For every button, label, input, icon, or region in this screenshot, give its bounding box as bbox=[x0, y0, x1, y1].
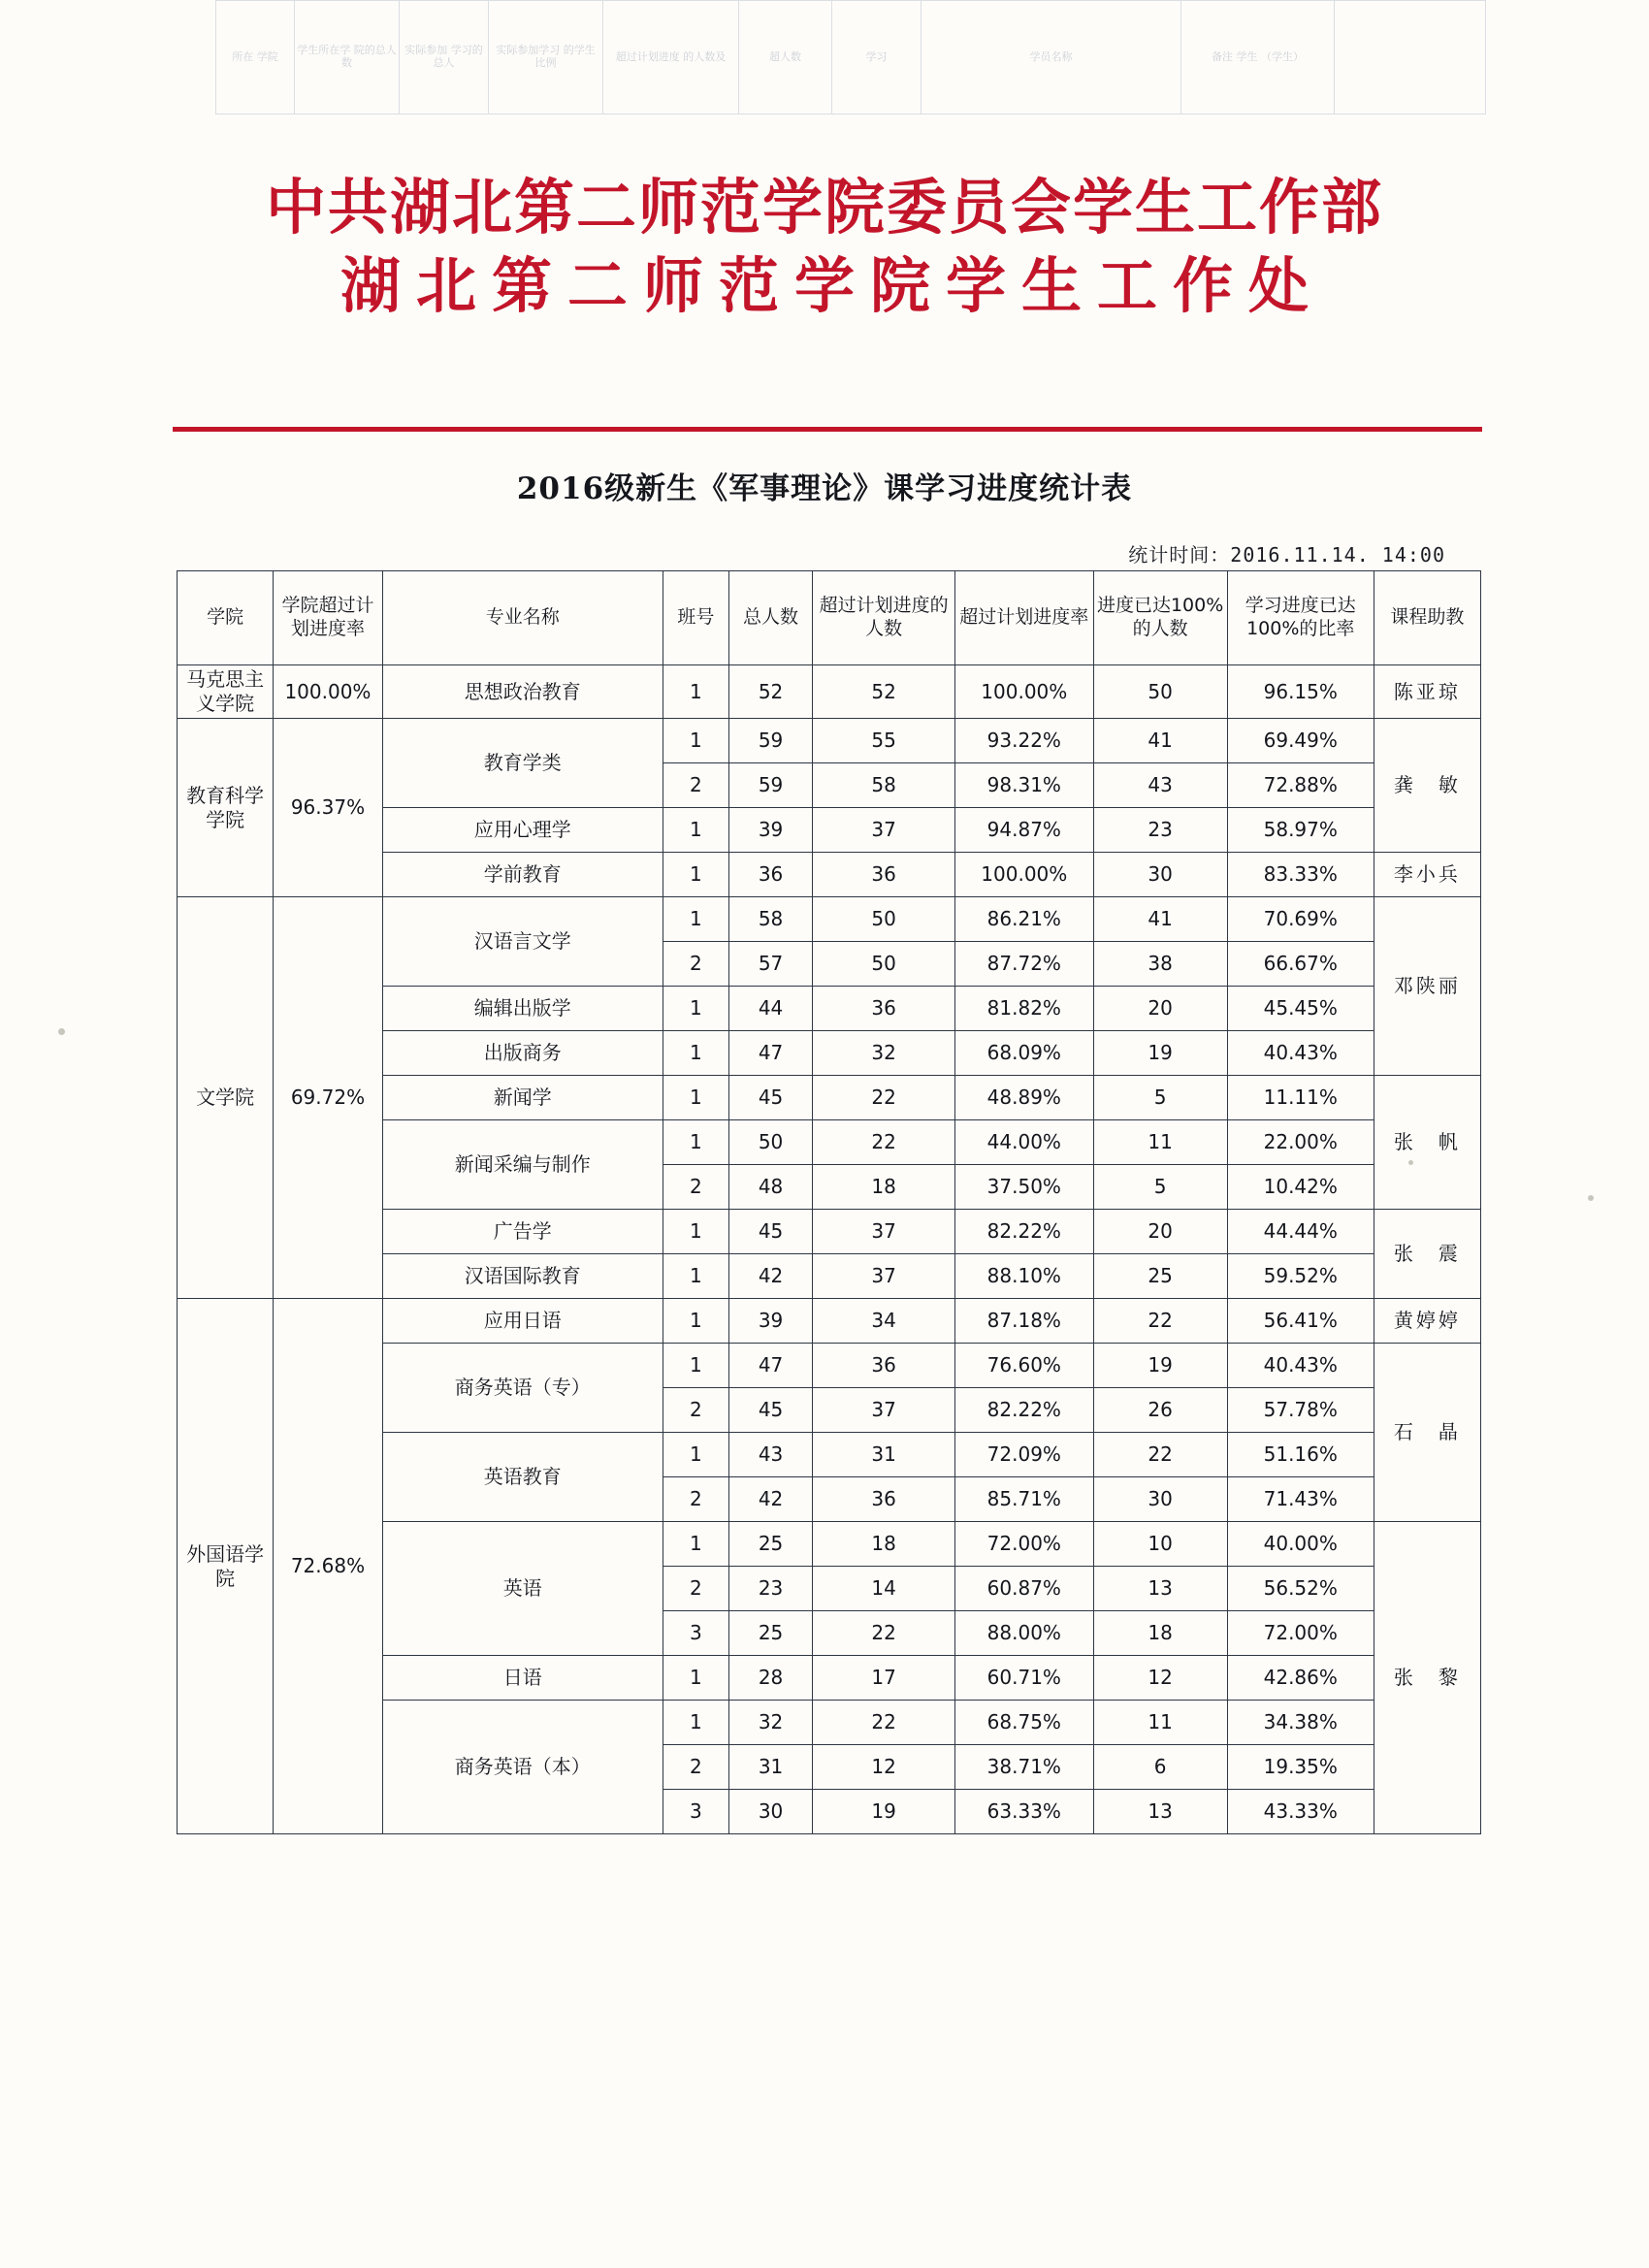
cell-ta: 黄婷婷 bbox=[1374, 1299, 1480, 1344]
cell-over: 22 bbox=[813, 1701, 955, 1745]
cell-done: 10 bbox=[1093, 1522, 1227, 1567]
cell-over: 52 bbox=[813, 665, 955, 719]
cell-done: 22 bbox=[1093, 1433, 1227, 1477]
col-header-over-count: 超过计划进度的人数 bbox=[813, 571, 955, 665]
cell-over: 36 bbox=[813, 987, 955, 1031]
cell-done: 13 bbox=[1093, 1567, 1227, 1611]
table-header-row bbox=[178, 571, 1481, 665]
cell-done: 11 bbox=[1093, 1701, 1227, 1745]
cell-class: 3 bbox=[663, 1611, 728, 1656]
cell-over_pct: 94.87% bbox=[955, 808, 1093, 853]
cell-class: 2 bbox=[663, 1567, 728, 1611]
cell-over_pct: 88.00% bbox=[955, 1611, 1093, 1656]
cell-class: 2 bbox=[663, 763, 728, 808]
cell-class: 1 bbox=[663, 1120, 728, 1165]
cell-done: 30 bbox=[1093, 1477, 1227, 1522]
cell-over_pct: 44.00% bbox=[955, 1120, 1093, 1165]
cell-total: 57 bbox=[728, 942, 812, 987]
table-row bbox=[178, 665, 1481, 719]
cell-over_pct: 72.00% bbox=[955, 1522, 1093, 1567]
cell-done: 18 bbox=[1093, 1611, 1227, 1656]
cell-done_pct: 66.67% bbox=[1227, 942, 1374, 987]
cell-done_pct: 43.33% bbox=[1227, 1790, 1374, 1834]
cell-done_pct: 11.11% bbox=[1227, 1076, 1374, 1120]
cell-total: 59 bbox=[728, 763, 812, 808]
cell-rate: 69.72% bbox=[274, 897, 382, 1299]
cell-done: 20 bbox=[1093, 1210, 1227, 1254]
cell-over_pct: 98.31% bbox=[955, 763, 1093, 808]
cell-class: 1 bbox=[663, 1522, 728, 1567]
cell-done_pct: 71.43% bbox=[1227, 1477, 1374, 1522]
cell-over: 31 bbox=[813, 1433, 955, 1477]
cell-class: 1 bbox=[663, 719, 728, 763]
cell-class: 1 bbox=[663, 1433, 728, 1477]
scan-speck bbox=[1408, 1160, 1413, 1165]
cell-college: 教育科学学院 bbox=[178, 719, 274, 897]
cell-class: 3 bbox=[663, 1790, 728, 1834]
cell-college: 马克思主义学院 bbox=[178, 665, 274, 719]
cell-over_pct: 63.33% bbox=[955, 1790, 1093, 1834]
cell-done: 30 bbox=[1093, 853, 1227, 897]
cell-major: 新闻采编与制作 bbox=[382, 1120, 663, 1210]
cell-total: 36 bbox=[728, 853, 812, 897]
cell-over_pct: 82.22% bbox=[955, 1388, 1093, 1433]
cell-done_pct: 57.78% bbox=[1227, 1388, 1374, 1433]
cell-over: 36 bbox=[813, 853, 955, 897]
cell-done: 5 bbox=[1093, 1165, 1227, 1210]
cell-rate: 72.68% bbox=[274, 1299, 382, 1834]
cell-ta: 龚 敏 bbox=[1374, 719, 1480, 853]
cell-done_pct: 10.42% bbox=[1227, 1165, 1374, 1210]
cell-done_pct: 70.69% bbox=[1227, 897, 1374, 942]
ghost-cell: 学生所在学 院的总人数 bbox=[295, 0, 400, 114]
statistics-table-wrapper bbox=[177, 570, 1481, 1834]
cell-class: 2 bbox=[663, 1165, 728, 1210]
cell-done_pct: 40.00% bbox=[1227, 1522, 1374, 1567]
cell-major: 思想政治教育 bbox=[382, 665, 663, 719]
ghost-cell: 超过计划进度 的人数及 bbox=[603, 0, 739, 114]
cell-done_pct: 69.49% bbox=[1227, 719, 1374, 763]
cell-over_pct: 68.75% bbox=[955, 1701, 1093, 1745]
cell-over_pct: 87.72% bbox=[955, 942, 1093, 987]
cell-over_pct: 88.10% bbox=[955, 1254, 1093, 1299]
cell-total: 45 bbox=[728, 1388, 812, 1433]
cell-over: 37 bbox=[813, 1388, 955, 1433]
cell-over: 22 bbox=[813, 1120, 955, 1165]
cell-done_pct: 40.43% bbox=[1227, 1031, 1374, 1076]
letterhead-red-rule bbox=[173, 427, 1482, 432]
cell-major: 汉语国际教育 bbox=[382, 1254, 663, 1299]
ghost-cell: 实际参加学习 的学生比例 bbox=[489, 0, 603, 114]
cell-total: 42 bbox=[728, 1477, 812, 1522]
cell-total: 23 bbox=[728, 1567, 812, 1611]
col-header-college-rate: 学院超过计划进度率 bbox=[274, 571, 382, 665]
cell-total: 45 bbox=[728, 1210, 812, 1254]
cell-over_pct: 76.60% bbox=[955, 1344, 1093, 1388]
cell-class: 1 bbox=[663, 665, 728, 719]
cell-done: 26 bbox=[1093, 1388, 1227, 1433]
cell-done: 20 bbox=[1093, 987, 1227, 1031]
cell-total: 58 bbox=[728, 897, 812, 942]
cell-over: 22 bbox=[813, 1611, 955, 1656]
cell-total: 52 bbox=[728, 665, 812, 719]
cell-done: 6 bbox=[1093, 1745, 1227, 1790]
cell-over_pct: 60.71% bbox=[955, 1656, 1093, 1701]
cell-done_pct: 45.45% bbox=[1227, 987, 1374, 1031]
cell-done_pct: 72.88% bbox=[1227, 763, 1374, 808]
cell-total: 59 bbox=[728, 719, 812, 763]
table-row bbox=[178, 897, 1481, 942]
cell-over_pct: 60.87% bbox=[955, 1567, 1093, 1611]
cell-over_pct: 38.71% bbox=[955, 1745, 1093, 1790]
cell-college: 文学院 bbox=[178, 897, 274, 1299]
cell-over_pct: 100.00% bbox=[955, 853, 1093, 897]
cell-over_pct: 37.50% bbox=[955, 1165, 1093, 1210]
cell-over: 55 bbox=[813, 719, 955, 763]
table-header bbox=[178, 571, 1481, 665]
cell-major: 英语 bbox=[382, 1522, 663, 1656]
cell-total: 42 bbox=[728, 1254, 812, 1299]
statistics-timestamp: 统计时间：2016.11.14. 14:00 bbox=[1128, 543, 1445, 567]
cell-class: 1 bbox=[663, 1344, 728, 1388]
col-header-college: 学院 bbox=[178, 571, 274, 665]
cell-major: 教育学类 bbox=[382, 719, 663, 808]
cell-done: 22 bbox=[1093, 1299, 1227, 1344]
cell-over_pct: 48.89% bbox=[955, 1076, 1093, 1120]
cell-total: 48 bbox=[728, 1165, 812, 1210]
cell-class: 2 bbox=[663, 1388, 728, 1433]
cell-class: 1 bbox=[663, 1031, 728, 1076]
cell-class: 1 bbox=[663, 897, 728, 942]
scan-speck bbox=[1588, 1195, 1594, 1201]
ghost-cell: 所在 学院 bbox=[215, 0, 295, 114]
cell-total: 50 bbox=[728, 1120, 812, 1165]
cell-total: 47 bbox=[728, 1031, 812, 1076]
cell-over_pct: 81.82% bbox=[955, 987, 1093, 1031]
page-title: 2016级新生《军事理论》课学习进度统计表 bbox=[516, 471, 1133, 506]
cell-done: 19 bbox=[1093, 1031, 1227, 1076]
cell-done_pct: 34.38% bbox=[1227, 1701, 1374, 1745]
cell-done: 11 bbox=[1093, 1120, 1227, 1165]
cell-total: 25 bbox=[728, 1611, 812, 1656]
progress-statistics-table bbox=[177, 570, 1481, 1834]
cell-total: 43 bbox=[728, 1433, 812, 1477]
cell-major: 新闻学 bbox=[382, 1076, 663, 1120]
cell-over_pct: 100.00% bbox=[955, 665, 1093, 719]
letterhead bbox=[0, 170, 1649, 326]
cell-over: 17 bbox=[813, 1656, 955, 1701]
cell-major: 应用日语 bbox=[382, 1299, 663, 1344]
scan-artifact-ghost-table bbox=[215, 0, 1486, 114]
cell-rate: 96.37% bbox=[274, 719, 382, 897]
cell-rate: 100.00% bbox=[274, 665, 382, 719]
cell-over: 58 bbox=[813, 763, 955, 808]
cell-over: 37 bbox=[813, 1210, 955, 1254]
cell-ta: 张 帆 bbox=[1374, 1076, 1480, 1210]
cell-major: 英语教育 bbox=[382, 1433, 663, 1522]
cell-class: 2 bbox=[663, 1745, 728, 1790]
cell-class: 1 bbox=[663, 853, 728, 897]
cell-total: 32 bbox=[728, 1701, 812, 1745]
cell-over_pct: 86.21% bbox=[955, 897, 1093, 942]
cell-over: 14 bbox=[813, 1567, 955, 1611]
cell-done_pct: 56.41% bbox=[1227, 1299, 1374, 1344]
cell-ta: 张 黎 bbox=[1374, 1522, 1480, 1834]
cell-done: 41 bbox=[1093, 719, 1227, 763]
cell-done_pct: 19.35% bbox=[1227, 1745, 1374, 1790]
cell-total: 47 bbox=[728, 1344, 812, 1388]
cell-major: 日语 bbox=[382, 1656, 663, 1701]
cell-class: 2 bbox=[663, 942, 728, 987]
cell-done_pct: 83.33% bbox=[1227, 853, 1374, 897]
cell-over: 50 bbox=[813, 942, 955, 987]
cell-total: 39 bbox=[728, 808, 812, 853]
letterhead-line-1: 中共湖北第二师范学院委员会学生工作部 bbox=[265, 172, 1383, 243]
cell-over_pct: 87.18% bbox=[955, 1299, 1093, 1344]
cell-class: 1 bbox=[663, 1076, 728, 1120]
cell-major: 出版商务 bbox=[382, 1031, 663, 1076]
cell-class: 1 bbox=[663, 1299, 728, 1344]
col-header-major: 专业名称 bbox=[382, 571, 663, 665]
cell-done_pct: 22.00% bbox=[1227, 1120, 1374, 1165]
col-header-done-rate: 学习进度已达100%的比率 bbox=[1227, 571, 1374, 665]
cell-total: 45 bbox=[728, 1076, 812, 1120]
cell-done: 41 bbox=[1093, 897, 1227, 942]
cell-done: 5 bbox=[1093, 1076, 1227, 1120]
cell-college: 外国语学院 bbox=[178, 1299, 274, 1834]
col-header-done-count: 进度已达100%的人数 bbox=[1093, 571, 1227, 665]
cell-over_pct: 82.22% bbox=[955, 1210, 1093, 1254]
ghost-cell: 学员名称 bbox=[922, 0, 1181, 114]
cell-class: 1 bbox=[663, 1254, 728, 1299]
col-header-total: 总人数 bbox=[728, 571, 812, 665]
cell-total: 44 bbox=[728, 987, 812, 1031]
cell-class: 1 bbox=[663, 1210, 728, 1254]
cell-total: 28 bbox=[728, 1656, 812, 1701]
cell-over: 36 bbox=[813, 1344, 955, 1388]
cell-done_pct: 96.15% bbox=[1227, 665, 1374, 719]
cell-over_pct: 68.09% bbox=[955, 1031, 1093, 1076]
ghost-cell: 实际参加 学习的 总人 bbox=[400, 0, 489, 114]
cell-over_pct: 72.09% bbox=[955, 1433, 1093, 1477]
ghost-cell: 超人数 bbox=[739, 0, 832, 114]
cell-over: 12 bbox=[813, 1745, 955, 1790]
cell-done: 12 bbox=[1093, 1656, 1227, 1701]
table-row bbox=[178, 719, 1481, 763]
cell-class: 1 bbox=[663, 1701, 728, 1745]
cell-done: 23 bbox=[1093, 808, 1227, 853]
ghost-cell bbox=[1335, 0, 1486, 114]
cell-over: 37 bbox=[813, 808, 955, 853]
col-header-class: 班号 bbox=[663, 571, 728, 665]
cell-over: 19 bbox=[813, 1790, 955, 1834]
cell-total: 39 bbox=[728, 1299, 812, 1344]
table-body bbox=[178, 665, 1481, 1834]
cell-done_pct: 59.52% bbox=[1227, 1254, 1374, 1299]
cell-over: 34 bbox=[813, 1299, 955, 1344]
cell-over: 22 bbox=[813, 1076, 955, 1120]
cell-done_pct: 56.52% bbox=[1227, 1567, 1374, 1611]
ghost-cell: 学习 bbox=[832, 0, 922, 114]
cell-major: 广告学 bbox=[382, 1210, 663, 1254]
letterhead-line-2: 湖北第二师范学院学生工作处 bbox=[340, 249, 1324, 321]
cell-total: 25 bbox=[728, 1522, 812, 1567]
cell-done: 50 bbox=[1093, 665, 1227, 719]
cell-class: 2 bbox=[663, 1477, 728, 1522]
cell-major: 应用心理学 bbox=[382, 808, 663, 853]
cell-major: 商务英语（本） bbox=[382, 1701, 663, 1834]
cell-ta: 邓陕丽 bbox=[1374, 897, 1480, 1076]
cell-class: 1 bbox=[663, 987, 728, 1031]
ghost-cell: 备注 学生 （学生） bbox=[1181, 0, 1335, 114]
cell-over: 18 bbox=[813, 1522, 955, 1567]
table-row bbox=[178, 1299, 1481, 1344]
cell-major: 编辑出版学 bbox=[382, 987, 663, 1031]
cell-done_pct: 72.00% bbox=[1227, 1611, 1374, 1656]
cell-major: 学前教育 bbox=[382, 853, 663, 897]
cell-over: 50 bbox=[813, 897, 955, 942]
cell-over: 37 bbox=[813, 1254, 955, 1299]
cell-over: 32 bbox=[813, 1031, 955, 1076]
cell-done_pct: 58.97% bbox=[1227, 808, 1374, 853]
cell-over: 36 bbox=[813, 1477, 955, 1522]
cell-done: 13 bbox=[1093, 1790, 1227, 1834]
cell-class: 1 bbox=[663, 1656, 728, 1701]
cell-done_pct: 42.86% bbox=[1227, 1656, 1374, 1701]
cell-done: 38 bbox=[1093, 942, 1227, 987]
col-header-over-rate: 超过计划进度率 bbox=[955, 571, 1093, 665]
cell-over_pct: 85.71% bbox=[955, 1477, 1093, 1522]
cell-over: 18 bbox=[813, 1165, 955, 1210]
col-header-assistant: 课程助教 bbox=[1374, 571, 1480, 665]
scan-speck bbox=[58, 1028, 65, 1035]
cell-ta: 石 晶 bbox=[1374, 1344, 1480, 1522]
cell-major: 汉语言文学 bbox=[382, 897, 663, 987]
cell-ta: 张 震 bbox=[1374, 1210, 1480, 1299]
cell-ta: 李小兵 bbox=[1374, 853, 1480, 897]
cell-ta: 陈亚琼 bbox=[1374, 665, 1480, 719]
cell-class: 1 bbox=[663, 808, 728, 853]
cell-done_pct: 51.16% bbox=[1227, 1433, 1374, 1477]
cell-done: 19 bbox=[1093, 1344, 1227, 1388]
cell-major: 商务英语（专） bbox=[382, 1344, 663, 1433]
cell-over_pct: 93.22% bbox=[955, 719, 1093, 763]
cell-done: 43 bbox=[1093, 763, 1227, 808]
cell-total: 30 bbox=[728, 1790, 812, 1834]
cell-total: 31 bbox=[728, 1745, 812, 1790]
cell-done: 25 bbox=[1093, 1254, 1227, 1299]
cell-done_pct: 40.43% bbox=[1227, 1344, 1374, 1388]
cell-done_pct: 44.44% bbox=[1227, 1210, 1374, 1254]
